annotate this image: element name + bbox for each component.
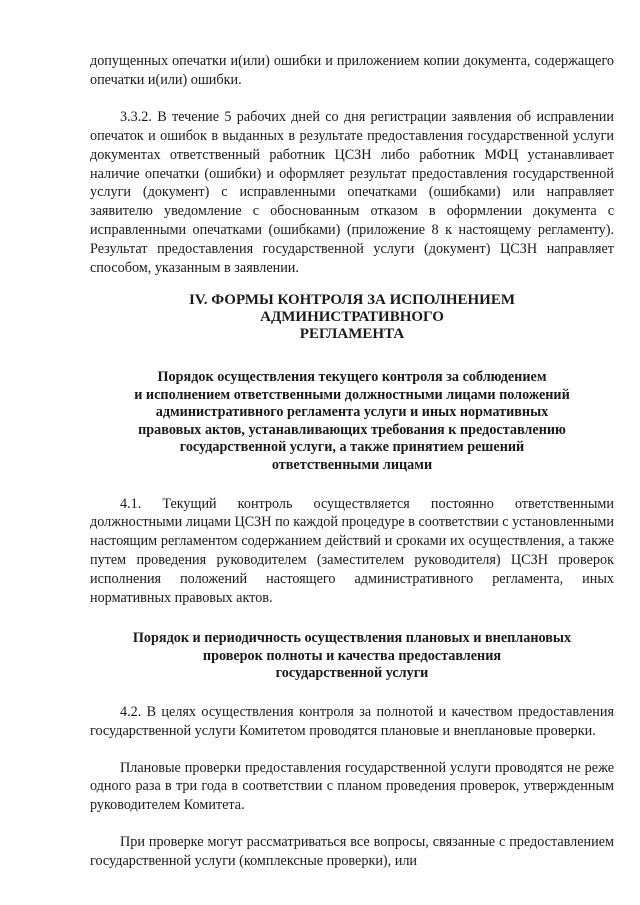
subheading-1-line-3: административного регламента услуги и иных нормативных (155, 404, 549, 421)
subheading-1-line-4: правовых актов, устанавливающих требования к предоставлению (138, 421, 566, 438)
subheading-1-line-5: государственной услуги, а также принятием решений (179, 439, 525, 456)
subheading-1-line-1: Порядок осуществления текущего контроля за соблюдением (157, 368, 547, 385)
subheading-current-control (90, 369, 614, 475)
paragraph-3-3-2: 3.3.2. В течение 5 рабочих дней со дня регистрации заявления об исправлении опечаток и ошибок в выданных в результате предоставления государственной услуги документах ответственный работник ЦСЗН либо работник МФЦ устанавливает наличие опечатки (ошибки) и оформляет результат предоставления государственной услуги (документ) с исправленными опечатками (ошибками) или направляет заявителю уведомление с обоснованным отказом в оформлении документа с исправленными опечатками (ошибками) (приложение 8 к настоящему регламенту). Результат предоставления государственной услуги (документ) ЦСЗН направляет способом, указанным в заявлении. (90, 108, 614, 277)
subheading-1-line-2: и исполнением ответственными должностными лицами положений (134, 386, 570, 403)
subheading-2-line-2: проверок полноты и качества предоставления (202, 647, 502, 664)
subheading-1-line-6: ответственными лицами (271, 456, 433, 473)
section-4-title-line-3: РЕГЛАМЕНТА (299, 325, 405, 342)
subheading-2-line-3: государственной услуги (275, 665, 429, 682)
paragraph-planned-inspections: Плановые проверки предоставления государственной услуги проводятся не реже одного раза в три года в соответствии с планом проведения проверок, утвержденным руководителем Комитета. (90, 759, 614, 814)
paragraph-inspection-scope: При проверке могут рассматриваться все вопросы, связанные с предоставлением государственной услуги (комплексные проверки), или (90, 834, 614, 870)
document-page (90, 52, 614, 871)
paragraph-4-2: 4.2. В целях осуществления контроля за полнотой и качеством предоставления государственной услуги Комитетом проводятся плановые и внеплановые проверки. (90, 703, 614, 739)
subheading-inspections (90, 630, 614, 683)
section-4-title (90, 292, 614, 343)
section-4-title-line-2: АДМИНИСТРАТИВНОГО (260, 308, 444, 325)
subheading-2-line-1: Порядок и периодичность осуществления плановых и внеплановых (132, 629, 572, 646)
section-4-title-line-1: IV. ФОРМЫ КОНТРОЛЯ ЗА ИСПОЛНЕНИЕМ (188, 291, 515, 308)
paragraph-continuation: допущенных опечатки и(или) ошибки и приложением копии документа, содержащего опечатки и(или) ошибки. (90, 53, 614, 88)
paragraph-4-1: 4.1. Текущий контроль осуществляется постоянно ответственными должностными лицами ЦСЗН по каждой процедуре в соответствии с установленными настоящим регламентом содержанием действий и сроками их осуществления, а также путем проведения руководителем (заместителем руководителя) ЦСЗН проверок исполнения положений настоящего административного регламента, иных нормативных правовых актов. (90, 495, 614, 607)
